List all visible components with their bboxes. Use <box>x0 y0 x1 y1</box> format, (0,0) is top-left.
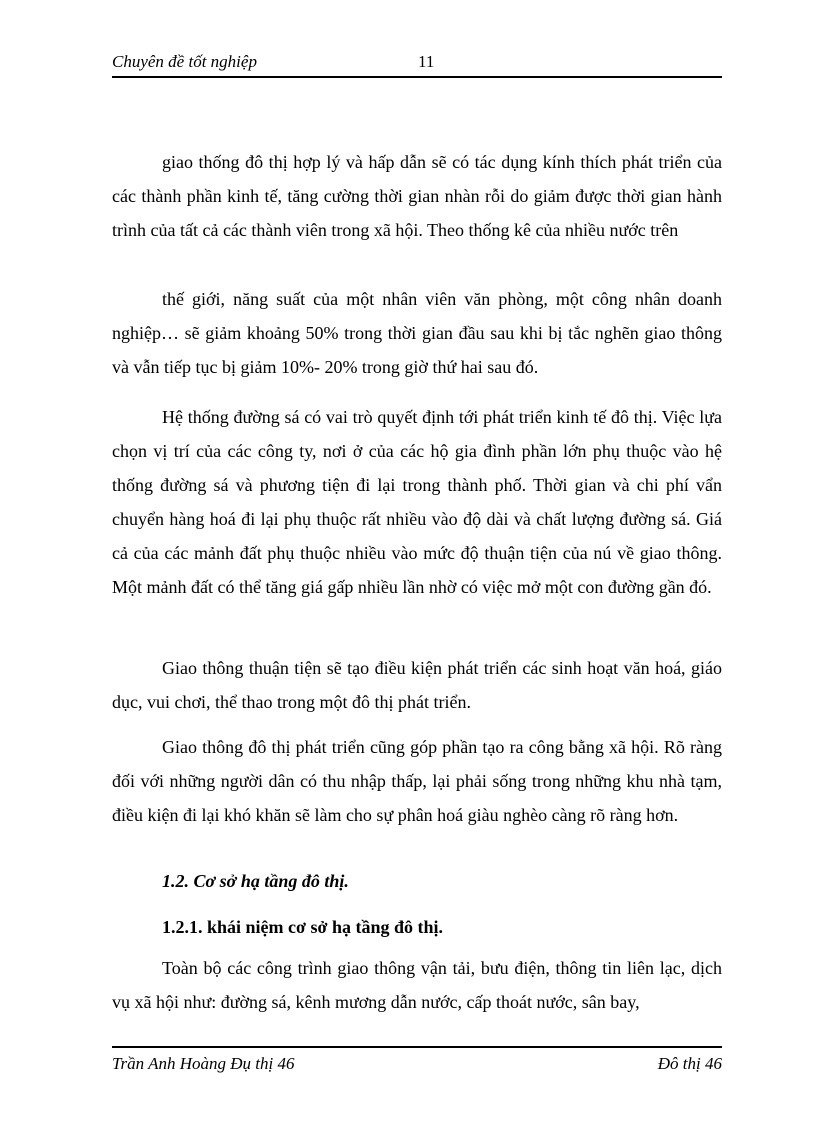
body-block-1 <box>112 145 722 247</box>
paragraph: Hệ thống đường sá có vai trò quyết định tới phát triển kinh tế đô thị. Việc lựa chọn vị trí của các công ty, nơi ở của các hộ gia đình phần lớn phụ thuộc vào hệ thống đường sá và phương tiện đi lại trong thành phố. Thời gian và chi phí vẩn chuyển hàng hoá đi lại phụ thuộc rất nhiều vào độ dài và chất lượng đường sá. Giá cả của các mảnh đất phụ thuộc nhiều vào mức độ thuận tiện của nú về giao thông. Một mảnh đất có thể tăng giá gấp nhiều lần nhờ có việc mở một con đường gần đó. <box>112 407 722 597</box>
body-block-2 <box>112 282 722 384</box>
section-heading-block <box>112 864 722 898</box>
body-block-3 <box>112 400 722 604</box>
page-header <box>112 52 722 78</box>
footer-class: Đô thị 46 <box>657 1054 722 1073</box>
document-title: Chuyên đề tốt nghiệp <box>112 52 257 71</box>
paragraph: thế giới, năng suất của một nhân viên văn phòng, một công nhân doanh nghiệp… sẽ giảm khoảng 50% trong thời gian đầu sau khi bị tắc nghẽn giao thông và vẫn tiếp tục bị giảm 10%- 20% trong giờ thứ hai sau đó. <box>112 289 722 377</box>
section-heading: 1.2. Cơ sở hạ tầng đô thị. <box>162 871 349 891</box>
page-number: 11 <box>418 52 435 71</box>
subsection-heading-block <box>112 910 722 944</box>
paragraph: giao thống đô thị hợp lý và hấp dẫn sẽ có tác dụng kính thích phát triển của các thành phần kinh tế, tăng cường thời gian nhàn rỗi do giảm được thời gian hành trình của tất cả các thành viên trong xã hội. Theo thống kê của nhiều nước trên <box>112 152 722 240</box>
paragraph: Toàn bộ các công trình giao thông vận tải, bưu điện, thông tin liên lạc, dịch vụ xã hội như: đường sá, kênh mương dẫn nước, cấp thoát nước, sân bay, <box>112 958 722 1012</box>
paragraph: Giao thông thuận tiện sẽ tạo điều kiện phát triển các sinh hoạt văn hoá, giáo dục, vui chơi, thể thao trong một đô thị phát triển. <box>112 658 722 712</box>
body-block-5 <box>112 730 722 832</box>
subsection-heading: 1.2.1. khái niệm cơ sở hạ tầng đô thị. <box>162 917 443 937</box>
page-footer <box>112 1046 722 1073</box>
footer-author: Trần Anh Hoàng Đụ thị 46 <box>112 1054 295 1073</box>
body-block-6 <box>112 951 722 1019</box>
paragraph: Giao thông đô thị phát triển cũng góp phần tạo ra công bằng xã hội. Rõ ràng đối với những người dân có thu nhập thấp, lại phải sống trong những khu nhà tạm, điều kiện đi lại khó khăn sẽ làm cho sự phân hoá giàu nghèo càng rõ ràng hơn. <box>112 737 722 825</box>
body-block-4 <box>112 651 722 719</box>
